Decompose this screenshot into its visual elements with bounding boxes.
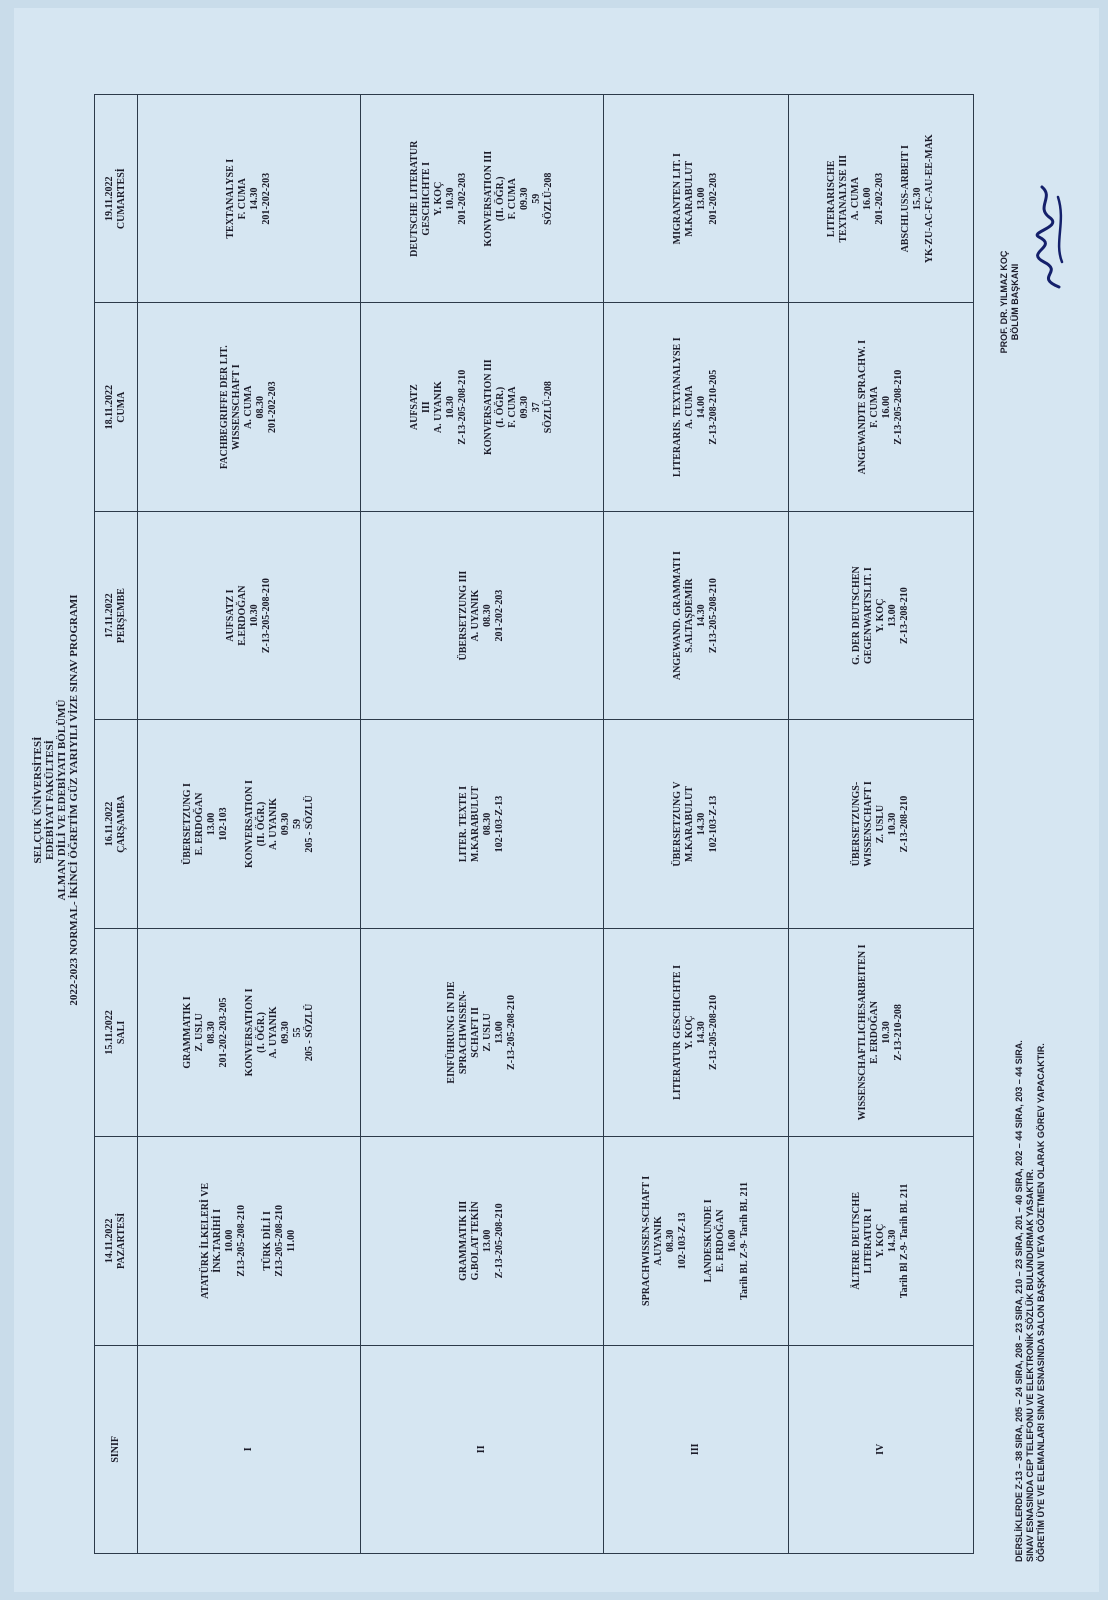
schedule-cell xyxy=(789,95,974,303)
day-date: 19.11.2022 xyxy=(104,176,115,221)
class-label: IV xyxy=(789,1345,974,1553)
exam-entry: TEXTANALYSE I F. CUMA 14.30 201-202-203 xyxy=(225,158,273,239)
exam-entry: ÜBERSETZUNG V M.KARABULUT 14.30 102-103-Z-13 xyxy=(672,781,720,867)
day-column-header xyxy=(95,511,138,719)
signatory-name: PROF. DR. YILMAZ KOÇ xyxy=(999,250,1009,354)
schedule-cell xyxy=(138,1137,361,1345)
exam-entry: LITERARIS. TEXTANALYSE I A. CUMA 14.00 Z-13-208-210-205 xyxy=(672,337,720,477)
exam-entry: ÜBERSETZUNG III A. UYANIK 08.30 201-202-203 xyxy=(458,570,506,661)
schedule-cell xyxy=(604,928,789,1136)
day-name: ÇARŞAMBA xyxy=(116,795,127,853)
day-date: 15.11.2022 xyxy=(104,1010,115,1055)
day-date: 17.11.2022 xyxy=(104,593,115,638)
exam-entry: G. DER DEUTSCHEN GEGENWARTSLIT. I Y. KOÇ 13.00 Z-13-208-210 xyxy=(851,566,911,665)
day-column-header xyxy=(95,95,138,303)
day-name: PAZARTESİ xyxy=(116,1212,127,1269)
table-row xyxy=(604,95,789,1554)
day-column-header xyxy=(95,928,138,1136)
day-column-header xyxy=(95,1137,138,1345)
day-column-header xyxy=(95,720,138,928)
schedule-cell xyxy=(138,303,361,511)
exam-entry: LITERARISCHE TEXTANALYSE III A. CUMA 16.00 201-202-203 xyxy=(826,154,886,243)
exam-entry: ABSCHLUSS-ARBEIT I 15.30 YK-ZU-AC-FC-AU-EE-MAK xyxy=(900,134,936,264)
schedule-cell xyxy=(361,1137,604,1345)
schedule-cell xyxy=(604,303,789,511)
schedule-cell xyxy=(138,95,361,303)
department-name: ALMAN DİLİ VE EDEBİYATI BÖLÜMÜ xyxy=(56,699,68,901)
schedule-cell xyxy=(604,95,789,303)
exam-entry: KONVERSATION I (II. ÖĞR.) A. UYANIK 09.30 59 205 - SÖZLÜ xyxy=(244,780,316,868)
schedule-cell xyxy=(361,303,604,511)
schedule-cell xyxy=(138,928,361,1136)
day-name: PERŞEMBE xyxy=(116,588,127,644)
day-name: CUMA xyxy=(116,391,127,423)
exam-entry: LITER. TEXTE I M.KARABULUT 08.30 102-103-Z-13 xyxy=(458,785,506,863)
exam-entry: FACHBEGRIFFE DER LIT. WISSENSCHAFT I A. CUMA 08.30 201-202-203 xyxy=(219,345,279,470)
schedule-cell xyxy=(138,720,361,928)
faculty-name: EDEBİYAT FAKÜLTESİ xyxy=(44,740,56,860)
exam-entry: DEUTSCHE LITERATUR GESCHICHTE I Y. KOÇ 10.30 201-202-203 xyxy=(409,140,469,257)
exam-entry: SPRACHWISSEN-SCHAFT I A.UYANIK 08.30 102-103-Z-13 xyxy=(641,1175,689,1306)
schedule-cell xyxy=(789,303,974,511)
day-date: 14.11.2022 xyxy=(104,1218,115,1264)
signature-block xyxy=(999,172,1021,432)
exam-entry: AUFSATZ I E.ERDOĞAN 10.30 Z-13-205-208-210 xyxy=(225,578,273,654)
class-label: I xyxy=(138,1345,361,1553)
schedule-cell xyxy=(789,1137,974,1345)
exam-entry: KONVERSATION I (I. ÖĞR.) A. UYANIK 09.30 55 205 - SÖZLÜ xyxy=(244,988,316,1077)
exam-entry: LANDESKUNDE I E. ERDOĞAN 16.00 Tarih BL Z-9- Tarih BL 211 xyxy=(703,1182,751,1300)
handwritten-signature xyxy=(1024,182,1074,292)
table-row xyxy=(361,95,604,1554)
program-title: 2022-2023 NORMAL- İKİNCİ ÖĞRETİM GÜZ YARIYILI VİZE SINAV PROGRAMI xyxy=(68,594,80,1006)
schedule-cell xyxy=(789,511,974,719)
exam-entry: AUFSATZ III A. UYANIK 10.30 Z-13-205-208-210 xyxy=(409,369,469,445)
day-date: 16.11.2022 xyxy=(104,801,115,847)
day-name: SALI xyxy=(116,1020,127,1045)
schedule-cell xyxy=(361,511,604,719)
class-label: III xyxy=(604,1345,789,1553)
exam-entry: LITERATUR GESCHICHTE I Y. KOÇ 14.30 Z-13-205-208-210 xyxy=(672,965,720,1100)
exam-entry: ANGEWANDTE SPRACHW. I F. CUMA 16.00 Z-13-205-208-210 xyxy=(857,340,905,475)
day-column-header xyxy=(95,303,138,511)
table-row xyxy=(138,95,361,1554)
document-header xyxy=(32,8,80,1592)
table-row xyxy=(789,95,974,1554)
table-header-row xyxy=(95,95,138,1554)
schedule-cell xyxy=(789,720,974,928)
schedule-cell xyxy=(604,511,789,719)
note-line: SINAV ESNASINDA CEP TELEFONU VE ELEKTRONİK SÖZLÜK BULUNDURMAK YASAKTIR. xyxy=(1025,1169,1035,1562)
class-label: II xyxy=(361,1345,604,1553)
exam-entry: GRAMMATIK III G.BOLAT TEKİN 13.00 Z-13-205-208-210 xyxy=(458,1200,506,1281)
day-date: 18.11.2022 xyxy=(104,384,115,430)
exam-entry: KONVERSATION III (I. ÖĞR.) F. CUMA 09.30 37 SÖZLÜ-208 xyxy=(483,359,555,456)
schedule-cell xyxy=(361,928,604,1136)
exam-entry: ÜBERSETZUNG I E. ERDOĞAN 13.00 102-103 xyxy=(182,783,230,866)
note-line: DERSLİKLERDE Z-13 – 38 SIRA, 205 – 24 SIRA, 208 – 23 SIRA, 210 – 23 SIRA, 201 – 40 SIRA, 202 – 44 SIRA, 203 – 44 SIRA. xyxy=(1014,1040,1024,1562)
schedule-cell xyxy=(361,95,604,303)
exam-entry: MIGRANTEN LIT. I M.KARABULUT 13.00 201-202-203 xyxy=(672,153,720,245)
class-column-header: SINIF xyxy=(95,1345,138,1553)
schedule-cell xyxy=(361,720,604,928)
schedule-cell xyxy=(138,511,361,719)
exam-entry: EINFÜHRUNG IN DIE SPRACHWISSEN- SCHAFT II Z. USLU 13.00 Z-13-205-208-210 xyxy=(446,981,518,1084)
exam-entry: WISSENSCHAFTLICHESARBEITEN I E. ERDOĞAN 10.30 Z-13-210-208 xyxy=(857,944,905,1121)
exam-schedule-table xyxy=(94,94,974,1554)
exam-entry: ATATÜRK İLKELERİ VE İNK.TARİHİ I 10.00 Z13-205-208-210 xyxy=(200,1182,248,1299)
exam-entry: ANGEWAND. GRAMMATI I S.ALTAŞDEMİR 14.30 Z-13-205-208-210 xyxy=(672,551,720,681)
exam-notes xyxy=(1014,1040,1047,1562)
schedule-cell xyxy=(604,720,789,928)
exam-schedule-paper xyxy=(14,8,1099,1592)
note-line: ÖĞRETİM ÜYE VE ELEMANLARI SINAV ESNASINDA SALON BAŞKANI VEYA GÖZETMEN OLARAK GÖREV YAPACAKTIR. xyxy=(1036,1043,1046,1562)
signatory-title: BÖLÜM BAŞKANI xyxy=(1010,263,1020,341)
rotated-document xyxy=(14,8,1099,1592)
day-name: CUMARTESİ xyxy=(116,168,127,230)
exam-entry: ÄLTERE DEUTSCHE LITERATUR I Y. KOÇ 14.30 Tarih Bl Z-9- Tarih BL 211 xyxy=(851,1183,911,1299)
schedule-cell xyxy=(789,928,974,1136)
university-name: SELÇUK ÜNİVERSİTESİ xyxy=(32,736,44,864)
exam-entry: GRAMMATIK I Z. USLU 08.30 201-202-203-205 xyxy=(182,996,230,1069)
exam-entry: KONVERSATION III (II. ÖĞR.) F. CUMA 09.30 59 SÖZLÜ-208 xyxy=(483,150,555,247)
exam-entry: TÜRK DİLİ I Z13-205-208-210 11.00 xyxy=(262,1205,298,1277)
exam-entry: ÜBERSETZUNGS- WISSENSCHAFT I Z. USLU 10.30 Z-13-208-210 xyxy=(851,781,911,867)
schedule-cell xyxy=(604,1137,789,1345)
